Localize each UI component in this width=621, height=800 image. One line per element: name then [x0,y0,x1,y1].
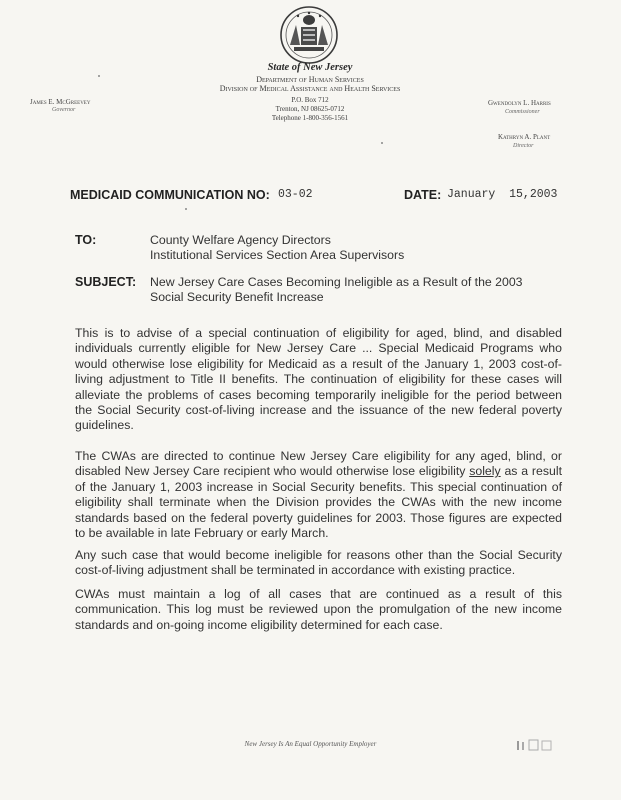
scan-mark [513,737,563,755]
subject-label: SUBJECT: [75,275,137,289]
body-paragraph-1 [75,326,562,434]
paragraph-text [75,449,562,541]
subject-line: Social Security Benefit Increase [150,290,324,304]
recipient-line: County Welfare Agency Directors [150,233,331,247]
recipient-line: Institutional Services Section Area Supervisors [150,248,405,262]
paragraph-text-segment: as a result of the January 1, 2003 increase in Social Security benefits. This special continuation of eligibility shall terminate when the Division provides the CWAs with the new income standards based on the federal poverty guidelines for 2003. Those figures are expected to be available in late February or early March. [75,464,562,541]
paragraph-text: This is to advise of a special continuation of eligibility for aged, blind, and disabled individuals currently eligible for New Jersey Care ... Special Medicaid Programs who would otherwise lose eligibility for Medicaid as a result of the January 1, 2003 cost-of-living adjustment to Title II benefits. The continuation of eligibility for these cases will alleviate the problems of cases becoming temporarily ineligible for the period between the Social Security cost-of-living increase and the issuance of the new federal poverty guidelines. [75,326,562,433]
to-label: TO: [75,233,97,247]
date-value: January 15,2003 [447,188,558,201]
scan-speck [381,142,383,144]
body-paragraph-3 [75,548,562,579]
communication-number-label: MEDICAID COMMUNICATION NO: [70,188,270,202]
division-name: Division of Medical Assistance and Health Services [219,84,401,93]
body-paragraph-2 [75,449,562,541]
commissioner-name: Gwendolyn L. Harris [488,99,551,107]
commissioner-title: Commissioner [505,109,540,115]
paragraph-text: CWAs must maintain a log of all cases that are continued as a result of this communication. This log must be reviewed upon the promulgation of the new income standards and on-going income eligibility determined for each case. [75,587,562,632]
city-address: Trenton, NJ 08625-0712 [275,105,345,113]
director-title: Director [513,143,534,149]
po-box: P.O. Box 712 [291,96,329,104]
scan-speck [185,208,187,210]
paragraph-text-segment: The CWAs are directed to continue New Jersey Care eligibility for any aged, blind, or disabled New Jersey Care recipient who would otherwise lose eligibility [75,449,562,479]
state-name: State of New Jersey [267,62,353,73]
paragraph-text: Any such case that would become ineligible for reasons other than the Social Security cost-of-living adjustment shall be terminated in accordance with existing practice. [75,548,562,578]
communication-number: 03-02 [278,188,313,201]
governor-title: Governor [52,107,76,113]
department-name: Department of Human Services [256,75,364,84]
body-paragraph-4 [75,587,562,633]
subject-line: New Jersey Care Cases Becoming Ineligible as a Result of the 2003 [150,275,523,289]
date-label: DATE: [404,188,442,202]
scan-speck [98,75,100,77]
state-seal-logo [270,5,348,65]
telephone: Telephone 1-800-356-1561 [271,114,349,122]
director-name: Kathryn A. Plant [498,133,551,141]
underlined-word: solely [469,464,501,479]
footer-text: New Jersey Is An Equal Opportunity Employer [244,740,377,748]
governor-name: James E. McGreevey [30,98,91,106]
